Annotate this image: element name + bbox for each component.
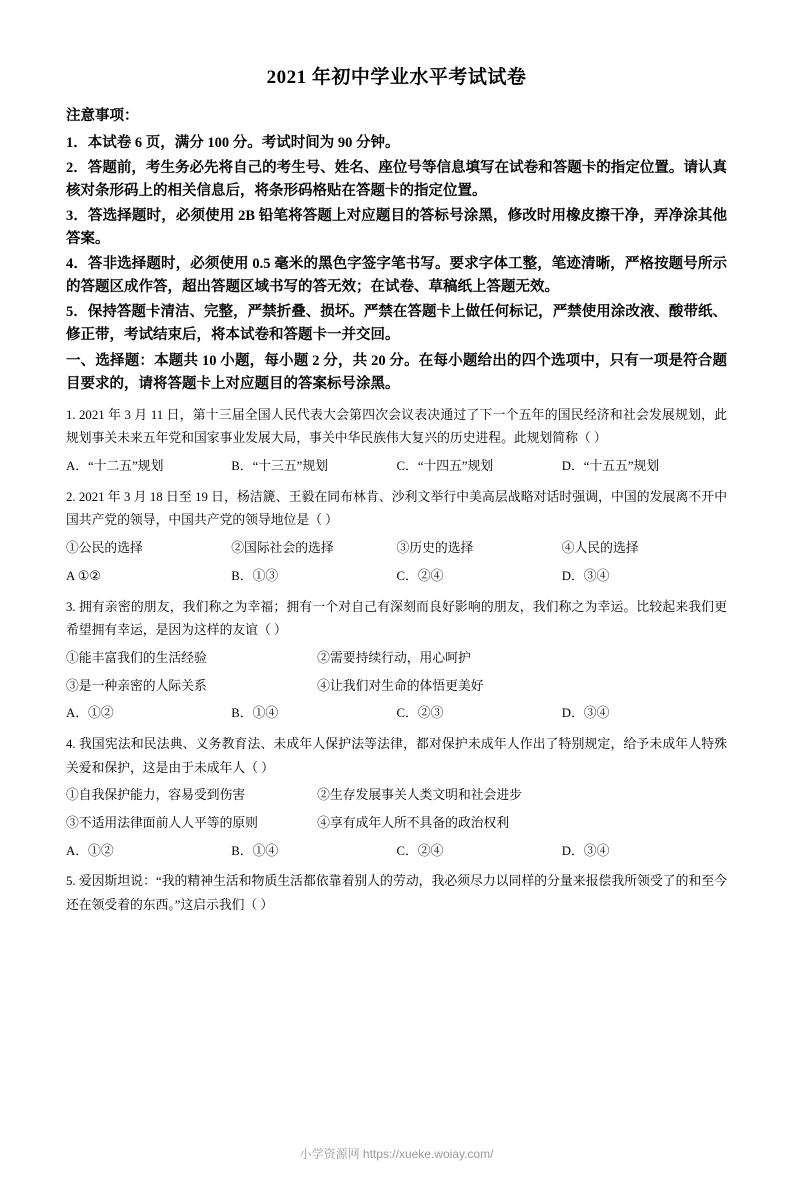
sub-option-3: ③历史的选择	[396, 541, 474, 556]
sub-option-3: ③不适用法律面前人人平等的原则	[66, 815, 258, 830]
sub-option-1: ①能丰富我们的生活经验	[66, 650, 207, 665]
question-options	[66, 702, 727, 726]
sub-option-2: ②生存发展事关人类文明和社会进步	[317, 788, 522, 803]
notice-heading: 注意事项：	[66, 108, 139, 124]
notice-item: 2．答题前，考生务必先将自己的考生号、姓名、座位号等信息填写在试卷和答题卡的指定位置。请认真核对条形码上的相关信息后，将条形码格贴在答题卡的指定位置。	[66, 159, 727, 200]
option-b[interactable]: B．“十三五”规划	[231, 459, 328, 474]
option-a[interactable]: A．①②	[66, 843, 114, 858]
option-b[interactable]: B．①④	[231, 706, 279, 721]
sub-option-4: ④让我们对生命的体悟更美好	[317, 678, 484, 693]
option-c[interactable]: C．②③	[396, 706, 444, 721]
footer-watermark	[0, 1145, 793, 1162]
sub-option-1: ①自我保护能力，容易受到伤害	[66, 788, 246, 803]
option-c[interactable]: C．②④	[396, 843, 444, 858]
footer-url: https://xueke.woiay.com/	[362, 1147, 494, 1161]
section-heading-choice: 一、选择题：本题共 10 小题，每小题 2 分，共 20 分。在每小题给出的四个选项中，只有一项是符合题目要求的，请将答题卡上对应题目的答案标号涂黑。	[66, 352, 727, 393]
option-b[interactable]: B．①④	[231, 843, 279, 858]
page-title: 2021 年初中学业水平考试试卷	[266, 67, 527, 88]
sub-option-2: ②需要持续行动，用心呵护	[317, 650, 471, 665]
question-options	[66, 455, 727, 479]
question-sub-options	[66, 537, 727, 561]
sub-option-4: ④人民的选择	[561, 541, 639, 556]
option-c[interactable]: C．“十四五”规划	[396, 459, 494, 474]
sub-option-4: ④享有成年人所不具备的政治权利	[317, 815, 510, 830]
question-options	[66, 565, 727, 589]
footer-brand: 小学资源网	[299, 1147, 360, 1161]
option-a[interactable]: A ①②	[66, 568, 101, 583]
question-sub-options	[66, 784, 727, 808]
question-stem: 3. 拥有亲密的朋友，我们称之为幸福；拥有一个对自己有深刻而良好影响的朋友，我们称之为幸运。比较起来我们更希望拥有幸运，是因为这样的友谊（ ）	[66, 599, 727, 638]
option-a[interactable]: A．①②	[66, 706, 114, 721]
notice-item: 3．答选择题时，必须使用 2B 铅笔将答题上对应题目的答标号涂黑，修改时用橡皮擦干净，弄净涂其他答案。	[66, 207, 727, 248]
notice-item: 4．答非选择题时，必须使用 0.5 毫米的黑色字签字笔书写。要求字体工整，笔迹清晰，严格按题号所示的答题区成作答，超出答题区域书写的答无效；在试卷、草稿纸上答题无效。	[66, 255, 727, 296]
option-a[interactable]: A．“十二五”规划	[66, 459, 164, 474]
sub-option-3: ③是一种亲密的人际关系	[66, 678, 207, 693]
question-sub-options	[66, 812, 727, 836]
option-b[interactable]: B．①③	[231, 568, 279, 583]
option-d[interactable]: D．③④	[561, 843, 610, 858]
question-stem: 5. 爱因斯坦说：“我的精神生活和物质生活都依靠着别人的劳动，我必须尽力以同样的分量来报偿我所领受了的和至今还在领受着的东西。”这启示我们（ ）	[66, 874, 727, 912]
question-sub-options	[66, 647, 727, 671]
question-sub-options	[66, 675, 727, 699]
notice-item: 5．保持答题卡清洁、完整，严禁折叠、损坏。严禁在答题卡上做任何标记，严禁使用涂改液、酸带纸、修正带，考试结束后，将本试卷和答题卡一并交回。	[66, 303, 727, 344]
sub-option-2: ②国际社会的选择	[231, 541, 334, 556]
option-d[interactable]: D．“十五五”规划	[561, 459, 660, 474]
sub-option-1: ①公民的选择	[66, 541, 143, 556]
question-stem: 2. 2021 年 3 月 18 日至 19 日，杨洁篪、王毅在同布林肯、沙利文举行中美高层战略对话时强调，中国的发展离不开中国共产党的领导，中国共产党的领导地位是（ ）	[66, 489, 727, 528]
question-stem: 4. 我国宪法和民法典、义务教育法、未成年人保护法等法律，都对保护未成年人作出了特别规定，给予未成年人特殊关爱和保护，这是由于未成年人（ ）	[66, 736, 727, 775]
notice-item: 1．本试卷 6 页，满分 100 分。考试时间为 90 分钟。	[66, 135, 400, 152]
option-d[interactable]: D．③④	[561, 706, 610, 721]
option-d[interactable]: D．③④	[561, 568, 610, 583]
exam-paper-page	[0, 62, 793, 1184]
question-options	[66, 840, 727, 864]
question-stem: 1. 2021 年 3 月 11 日，第十三届全国人民代表大会第四次会议表决通过了下一个五年的国民经济和社会发展规划，此规划事关未来五年党和国家事业发展大局，事关中华民族伟大复兴的历史进程。此规划简称（ ）	[66, 407, 727, 446]
option-c[interactable]: C．②④	[396, 568, 444, 583]
